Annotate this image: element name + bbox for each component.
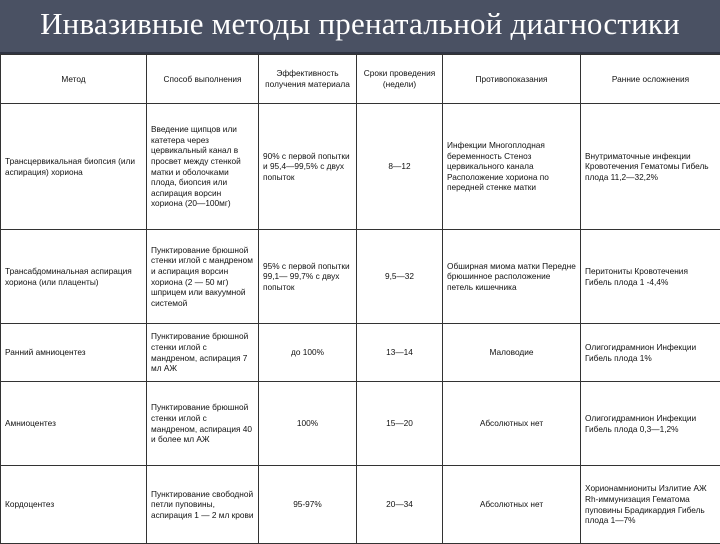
cell-method: Ранний амниоцентез [1,324,147,382]
cell-weeks: 8—12 [357,104,443,230]
cell-method: Кордоцентез [1,466,147,544]
cell-weeks: 15—20 [357,382,443,466]
table-row [1,104,720,230]
slide-title: Инвазивные методы пренатальной диагностики [0,6,720,42]
cell-method: Амниоцентез [1,382,147,466]
diagnostics-table-wrap [0,54,720,540]
cell-contraindications: Инфекции Многоплодная беременность Стеноз цервикального канала Расположение хориона по передней стенке матки [443,104,581,230]
header-contraindications: Противопоказания [443,55,581,104]
cell-procedure: Введение щипцов или катетера через цервикальный канал в просвет между стенкой матки и оболочками плода, биопсия или аспирация ворсин хориона (20—100мг) [147,104,259,230]
cell-method: Трансцервикальная биопсия (или аспирация) хориона [1,104,147,230]
table-row [1,324,720,382]
cell-contraindications: Абсолютных нет [443,382,581,466]
cell-procedure: Пунктирование брюшной стенки иглой с мандреном и аспирация ворсин хориона (2 — 50 мг) шприцем или вакуумной системой [147,230,259,324]
cell-complications: Перитониты Кровотечения Гибель плода 1 -4,4% [581,230,720,324]
cell-efficiency: 100% [259,382,357,466]
header-efficiency: Эффективность получения материала [259,55,357,104]
cell-efficiency: 95-97% [259,466,357,544]
cell-contraindications: Маловодие [443,324,581,382]
cell-weeks: 20—34 [357,466,443,544]
header-weeks: Сроки проведения (недели) [357,55,443,104]
cell-contraindications: Абсолютных нет [443,466,581,544]
cell-weeks: 13—14 [357,324,443,382]
cell-method: Трансабдоминальная аспирация хориона (или плаценты) [1,230,147,324]
table-row [1,466,720,544]
cell-procedure: Пунктирование свободной петли пуповины, аспирация 1 — 2 мл крови [147,466,259,544]
table-row [1,382,720,466]
cell-contraindications: Обширная миома матки Передне брюшинное расположение петель кишечника [443,230,581,324]
cell-weeks: 9,5—32 [357,230,443,324]
cell-complications: Хорионамниониты Излитие АЖ Rh-иммунизация Гематома пуповины Брадикардия Гибель плода 1—7% [581,466,720,544]
table-row [1,230,720,324]
header-procedure: Способ выполнения [147,55,259,104]
cell-complications: Олигогидрамнион Инфекции Гибель плода 0,3—1,2% [581,382,720,466]
table-header-row [1,55,720,104]
cell-complications: Внутриматочные инфекции Кровотечения Гематомы Гибель плода 11,2—32,2% [581,104,720,230]
cell-procedure: Пунктирование брюшной стенки иглой с мандреном, аспирация 40 и более мл АЖ [147,382,259,466]
diagnostics-table [0,54,720,544]
slide-title-bar [0,0,720,54]
cell-efficiency: до 100% [259,324,357,382]
cell-complications: Олигогидрамнион Инфекции Гибель плода 1% [581,324,720,382]
cell-procedure: Пунктирование брюшной стенки иглой с мандреном, аспирация 7 мл АЖ [147,324,259,382]
header-method: Метод [1,55,147,104]
cell-efficiency: 90% с первой попытки и 95,4—99,5% с двух попыток [259,104,357,230]
cell-efficiency: 95% с первой попытки 99,1— 99,7% с двух попыток [259,230,357,324]
header-complications: Ранние осложнения [581,55,720,104]
